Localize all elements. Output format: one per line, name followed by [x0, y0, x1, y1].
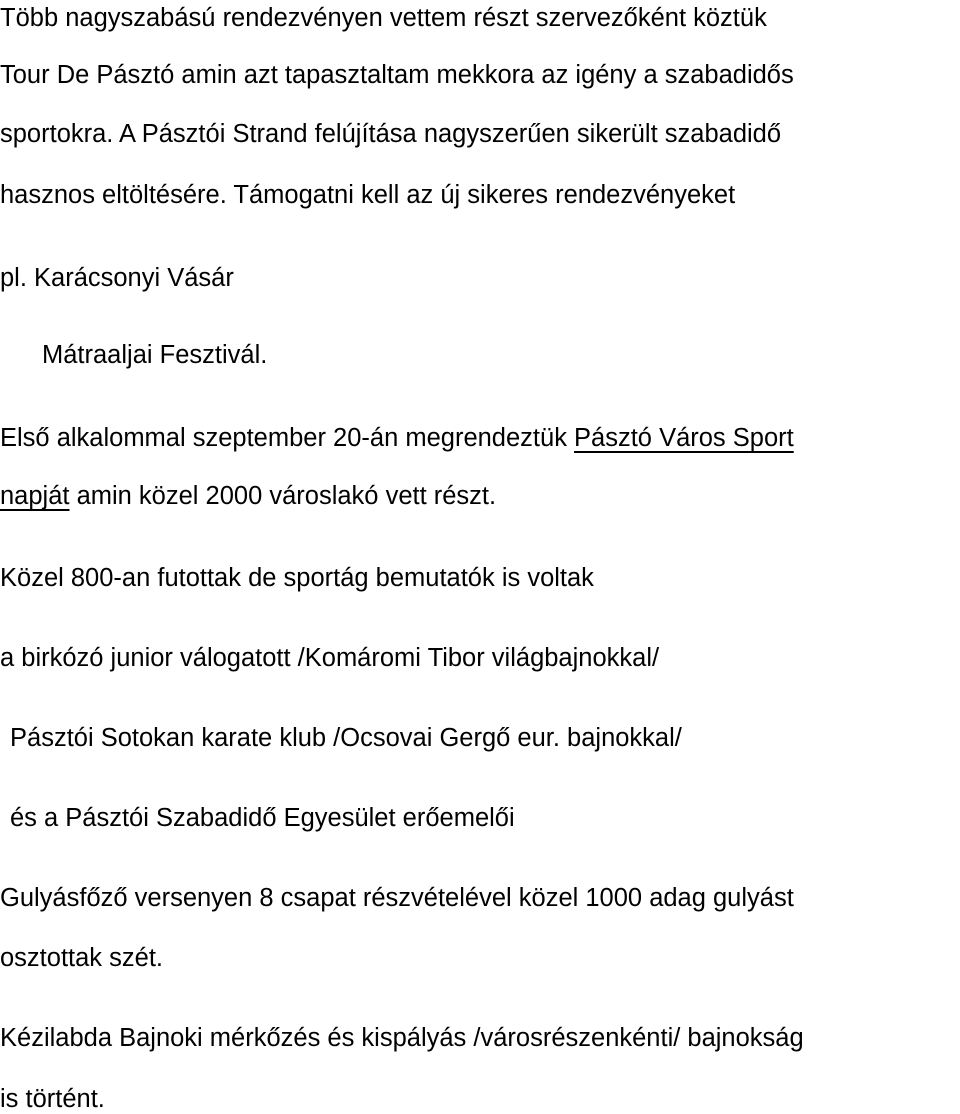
text-line: Tour De Pásztó amin azt tapasztaltam mekkora az igény a szabadidős	[0, 61, 794, 89]
text-line: sportokra. A Pásztói Strand felújítása nagyszerűen sikerült szabadidő	[0, 120, 782, 148]
text-line: Pásztói Sotokan karate klub /Ocsovai Gergő eur. bajnokkal/	[10, 724, 682, 752]
sport-day-paragraph	[0, 423, 794, 453]
text-line: hasznos eltöltésére. Támogatni kell az új sikeres rendezvényeket	[0, 181, 736, 209]
text-line: a birkózó junior válogatott /Komáromi Tibor világbajnokkal/	[0, 644, 660, 672]
text-line: Több nagyszabású rendezvényen vettem részt szervezőként köztük	[0, 4, 767, 32]
sport-day-text: amin közel 2000 városlakó vett részt.	[69, 482, 497, 510]
sport-day-paragraph-continued	[0, 481, 496, 511]
text-line: és a Pásztói Szabadidő Egyesület erőemelői	[10, 804, 515, 832]
text-line: pl. Karácsonyi Vásár	[0, 264, 234, 292]
sport-day-text: Első alkalommal szeptember 20-án megrendeztük	[0, 424, 575, 452]
text-line: Kézilabda Bajnoki mérkőzés és kispályás /városrészenkénti/ bajnokság	[0, 1024, 804, 1052]
text-line: osztottak szét.	[0, 944, 163, 972]
text-line: Gulyásfőző versenyen 8 csapat részvételével közel 1000 adag gulyást	[0, 884, 794, 912]
text-line: is történt.	[0, 1085, 105, 1113]
text-line: Közel 800-an futottak de sportág bemutatók is voltak	[0, 564, 594, 592]
sport-day-link: Pásztó Város Sport	[574, 424, 794, 452]
text-line: Mátraaljai Fesztivál.	[42, 341, 268, 369]
sport-day-link-continued: napját	[0, 482, 70, 510]
